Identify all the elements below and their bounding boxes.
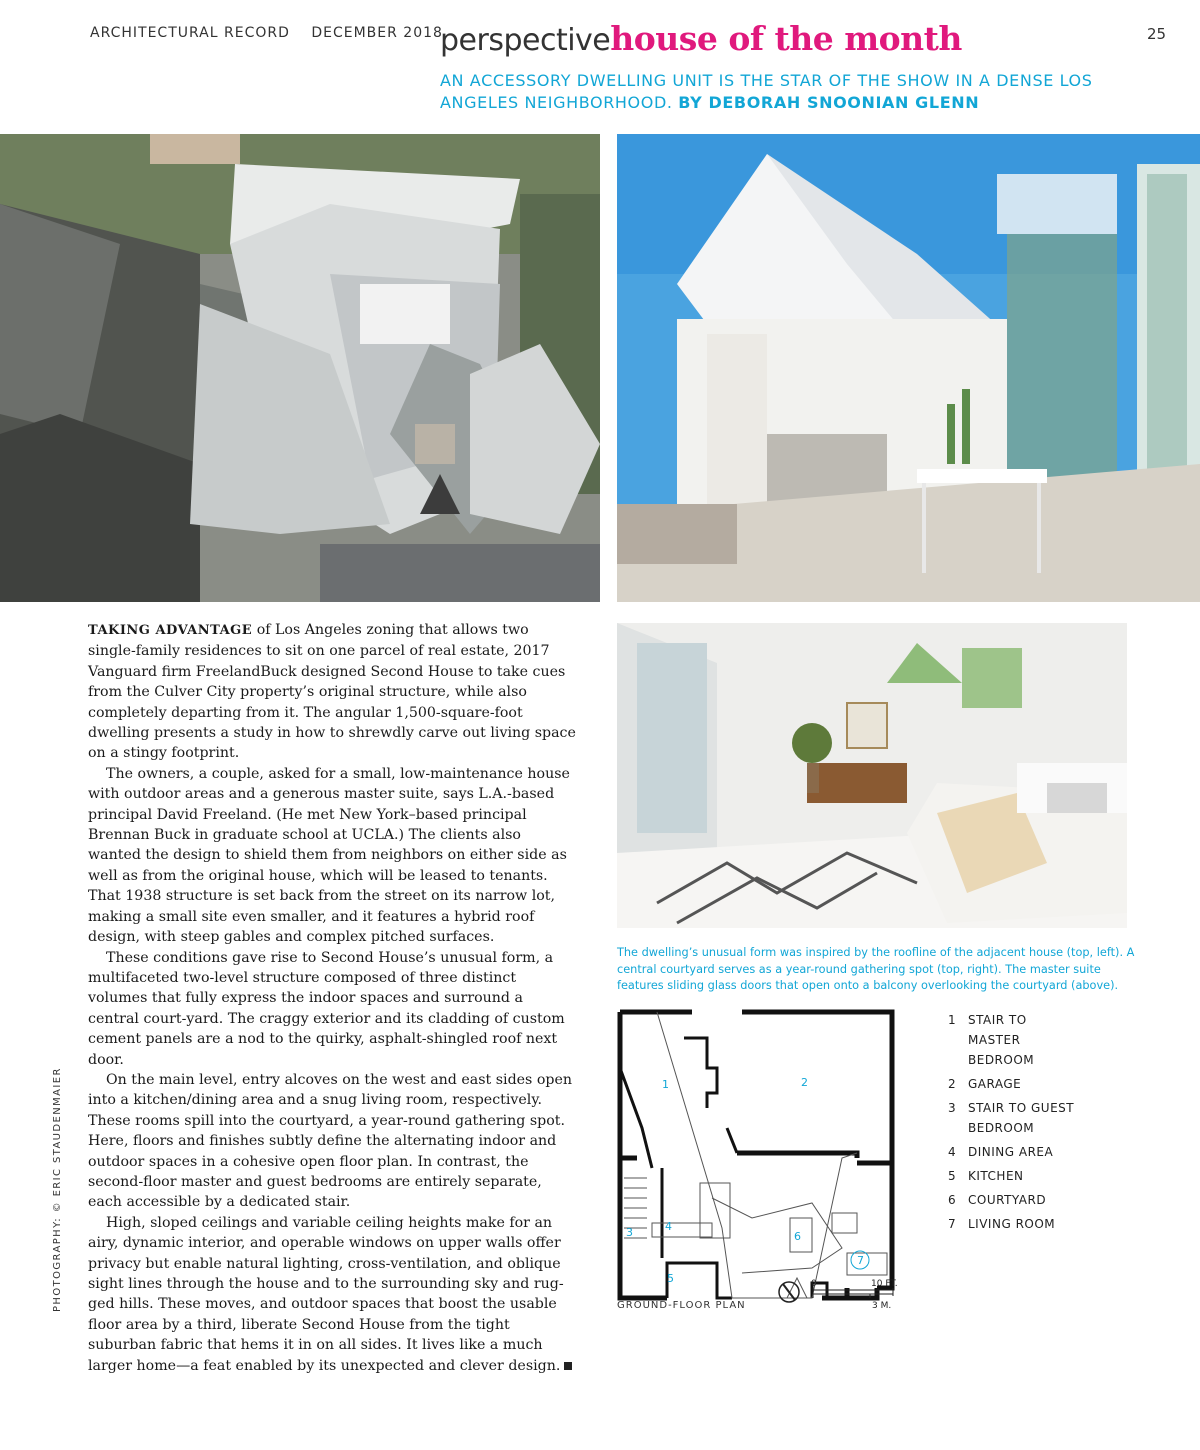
running-header xyxy=(90,25,443,41)
room-number: 5 xyxy=(667,1272,674,1285)
legend-item: 5 KITCHEN xyxy=(948,1169,1024,1183)
scale-meters: 3 M. xyxy=(872,1301,892,1311)
legend-item: 7 LIVING ROOM xyxy=(948,1217,1056,1231)
legend-item: 3 STAIR TO GUEST BEDROOM xyxy=(948,1101,1075,1135)
plan-legend xyxy=(948,1010,1083,1238)
paragraph xyxy=(88,620,578,764)
section-title xyxy=(440,19,962,58)
magazine-name: ARCHITECTURAL RECORD xyxy=(90,25,290,41)
paragraph: These conditions gave rise to Second House’s unusual form, a multifaceted two-level structure composed of three distinct volumes that fully express the indoor spaces and surround a central court-yard. The craggy exterior and its cladding of custom cement panels are a nod to the quirky, asphalt-shingled roof next door. xyxy=(88,949,565,1068)
byline: BY DEBORAH SNOONIAN GLENN xyxy=(678,93,980,112)
paragraph: On the main level, entry alcoves on the west and east sides open into a kitchen/dining area and a snug living room, respectively. These rooms spill into the courtyard, a year-round gathering spot. Here, floors and finishes subtly define the alternating indoor and outdoor spaces in a cohesive open floor plan. In contrast, the second-floor master and guest bedrooms are entirely separate, each accessible by a dedicated stair. xyxy=(88,1071,572,1211)
end-mark xyxy=(564,1362,572,1370)
paragraph xyxy=(88,1213,578,1376)
paragraph: The owners, a couple, asked for a small, low-maintenance house with outdoor areas and a generous master suite, says L.A.-based principal David Freeland. (He met New York–based principal Brennan Buck in graduate school at UCLA.) The clients also wanted the design to shield them from neighbors on either side as well as from the original house, which will be leased to tenants. That 1938 structure is set back from the street on its narrow lot, making a small site even smaller, and it features a hybrid roof design, with steep gables and complex pitched surfaces. xyxy=(88,765,570,946)
section-label: perspective xyxy=(440,23,611,58)
legend-item: 1 STAIR TO MASTER BEDROOM xyxy=(948,1013,1035,1067)
legend-item: 2 GARAGE xyxy=(948,1077,1022,1091)
article-kicker: house of the month xyxy=(610,19,962,58)
room-number: 1 xyxy=(662,1078,669,1091)
scale-feet: 10 FT. xyxy=(871,1279,898,1289)
legend-item: 6 COURTYARD xyxy=(948,1193,1047,1207)
lead-in: TAKING ADVANTAGE xyxy=(88,623,253,638)
scale-zero: 0 xyxy=(811,1279,817,1289)
ground-floor-plan xyxy=(612,1008,902,1308)
legend-item: 4 DINING AREA xyxy=(948,1145,1054,1159)
bedroom-photo xyxy=(617,623,1127,928)
photo-caption: The dwelling’s unusual form was inspired by the roofline of the adjacent house (top, left). A central courtyard serves as a year-round gathering spot (top, right). The master suite features sliding glass doors that open onto a balcony overlooking the courtyard (above). xyxy=(617,946,1135,992)
photo-credit: PHOTOGRAPHY: © ERIC STAUDENMAIER xyxy=(52,1067,63,1312)
plan-title: GROUND-FLOOR PLAN xyxy=(617,1300,746,1311)
page-number: 25 xyxy=(1147,25,1167,43)
deck-text: AN ACCESSORY DWELLING UNIT IS THE STAR OF THE SHOW IN A DENSE LOS ANGELES NEIGHBORHOOD. xyxy=(440,71,1093,112)
courtyard-photo xyxy=(617,134,1200,602)
aerial-photo xyxy=(0,134,600,602)
room-number: 2 xyxy=(801,1076,808,1089)
paragraph-text: of Los Angeles zoning that allows two single-family residences to sit on one parcel of real estate, 2017 Vanguard firm FreelandBuck designed Second House to take cues from the Culver City property’s original structure, while also completely departing from it. The angular 1,500-square-foot dwelling presents a study in how to shrewdly carve out living space on a stingy footprint. xyxy=(88,622,576,762)
room-number: 3 xyxy=(626,1226,633,1239)
issue-date: DECEMBER 2018 xyxy=(311,25,443,41)
room-number: 4 xyxy=(665,1220,672,1233)
article-deck xyxy=(440,70,1140,114)
room-number: 6 xyxy=(794,1230,801,1243)
scale-bar xyxy=(775,1270,910,1318)
room-number: 7 xyxy=(857,1254,864,1267)
article-body xyxy=(88,620,578,1376)
paragraph-text: High, sloped ceilings and variable ceiling heights make for an airy, dynamic interior, and operable windows on upper walls offer privacy but enable natural lighting, cross-ventilation, and oblique sight lines through the house and to the surrounding sky and rug-ged hills. These moves, and outdoor spaces that boost the usable floor area by a third, liberate Second House from the tight suburban fabric that hems it in on all sides. It lives like a much larger home—a feat enabled by its unexpected and clever design. xyxy=(88,1214,564,1374)
